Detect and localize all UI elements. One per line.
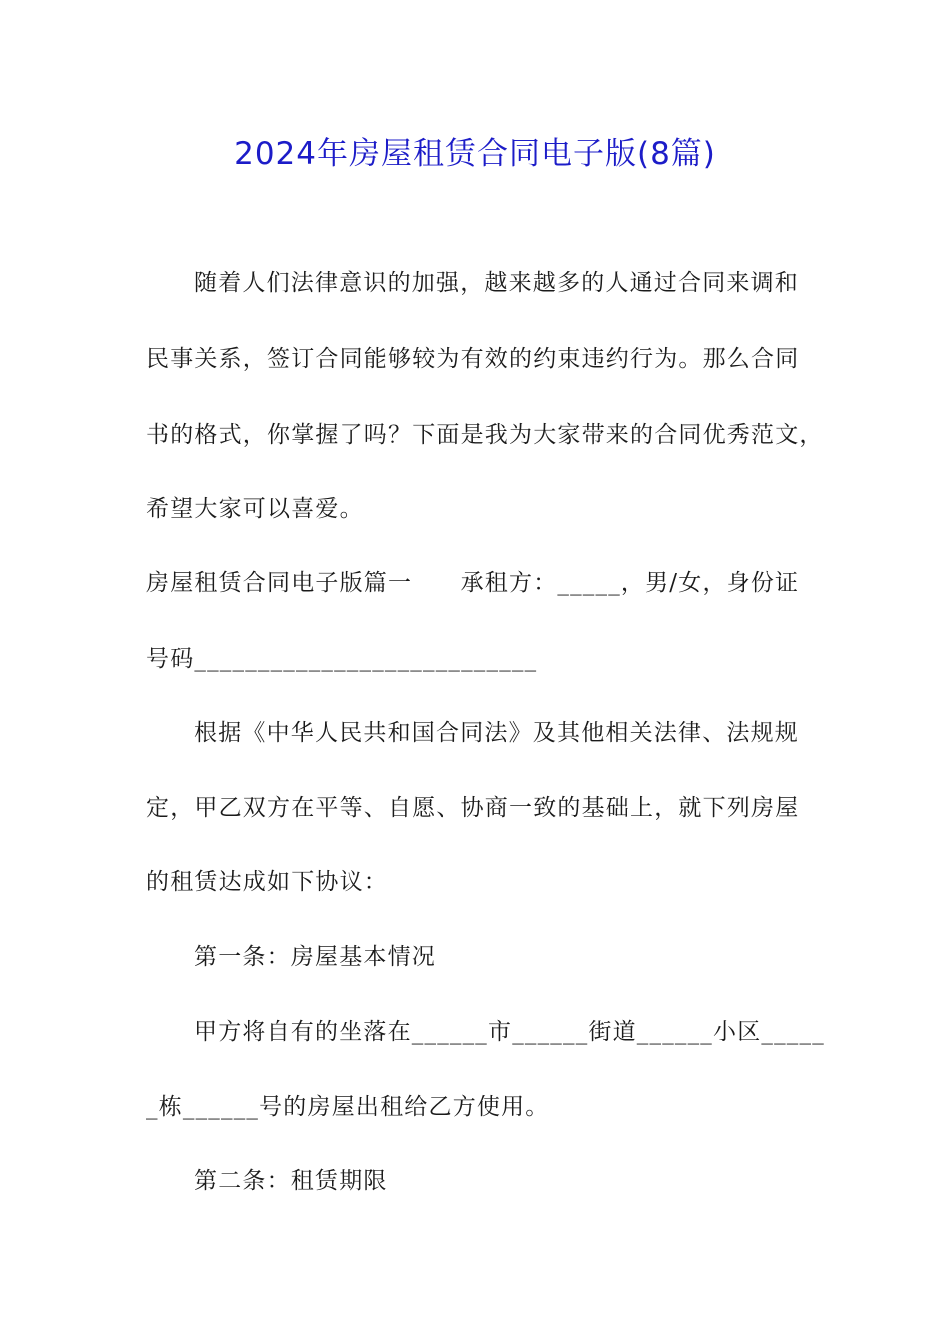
- paragraph-intro-line-4: 希望大家可以喜爱。: [146, 496, 364, 522]
- section-heading-line: 房屋租赁合同电子版篇一 承租方：_____，男/女，身份证: [146, 570, 800, 596]
- page-title: 2024年房屋租赁合同电子版(8篇): [234, 136, 716, 172]
- article-2-heading: 第二条：租赁期限: [194, 1168, 388, 1194]
- article-1-line-1: 甲方将自有的坐落在______市______街道______小区_____: [194, 1019, 825, 1045]
- paragraph-intro-line-1: 随着人们法律意识的加强，越来越多的人通过合同来调和: [194, 270, 799, 296]
- id-number-line: 号码___________________________: [146, 646, 538, 672]
- paragraph-basis-line-1: 根据《中华人民共和国合同法》及其他相关法律、法规规: [194, 720, 799, 746]
- paragraph-intro-line-3: 书的格式，你掌握了吗？下面是我为大家带来的合同优秀范文，: [146, 422, 824, 448]
- paragraph-basis-line-3: 的租赁达成如下协议：: [146, 869, 388, 895]
- article-1-heading: 第一条：房屋基本情况: [194, 944, 436, 970]
- paragraph-basis-line-2: 定，甲乙双方在平等、自愿、协商一致的基础上，就下列房屋: [146, 795, 800, 821]
- paragraph-intro-line-2: 民事关系，签订合同能够较为有效的约束违约行为。那么合同: [146, 346, 800, 372]
- article-1-line-2: _栋______号的房屋出租给乙方使用。: [146, 1094, 550, 1120]
